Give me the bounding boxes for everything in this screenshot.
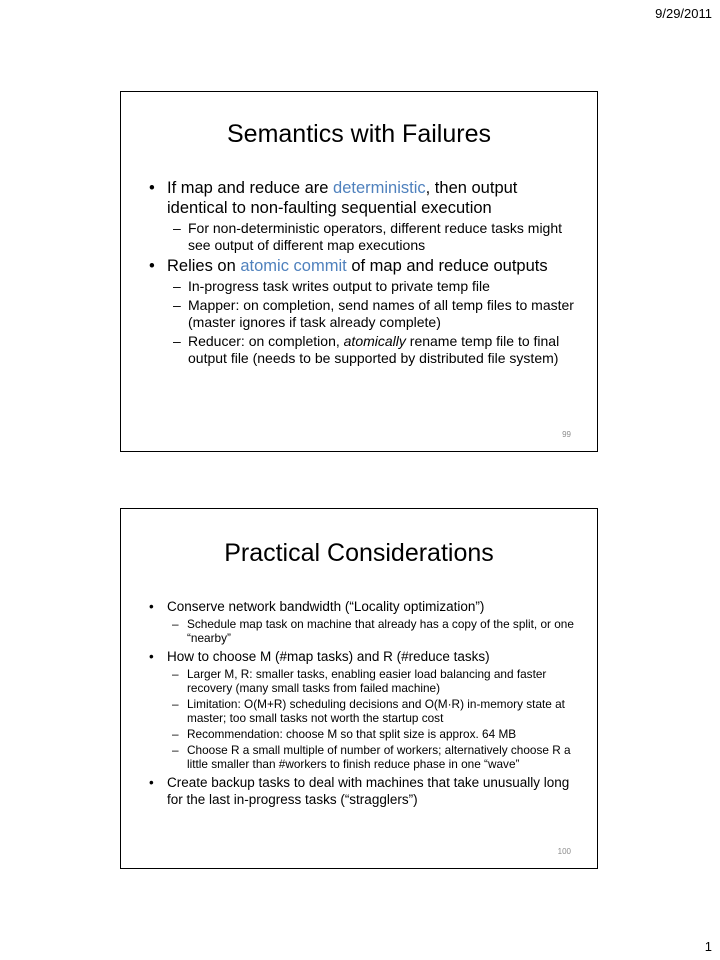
slide-title: Semantics with Failures <box>227 120 491 148</box>
page-number: 1 <box>704 939 712 954</box>
slide-practical-considerations <box>120 508 598 869</box>
bullet-text: , then output identical to non-faulting sequential execution <box>167 179 518 217</box>
bullet-text: of map and reduce outputs <box>346 257 548 275</box>
slide-semantics-with-failures <box>120 91 598 452</box>
bullet-list <box>167 595 575 808</box>
sub-bullet: – Schedule map task on machine that already has a copy of the split, or one “nearby” <box>187 617 575 645</box>
sub-bullet: – Larger M, R: smaller tasks, enabling easier load balancing and faster recovery (many small tasks from failed machine) <box>187 667 575 695</box>
slide-title: Practical Considerations <box>224 539 494 567</box>
bullet-list <box>167 176 577 367</box>
sub-bullet: – Limitation: O(M+R) scheduling decisions and O(M·R) in-memory state at master; too small tasks not worth the startup cost <box>187 697 575 725</box>
sub-bullet: – Mapper: on completion, send names of all temp files to master (master ignores if task already complete) <box>188 297 577 331</box>
highlight-term: deterministic <box>333 179 426 197</box>
bullet-text: rename temp file to final output file (needs to be supported by distributed file system) <box>188 333 560 366</box>
sub-bullet: – For non-deterministic operators, different reduce tasks might see output of different map executions <box>188 220 577 254</box>
bullet-deterministic <box>167 178 577 218</box>
slide-number: 100 <box>557 847 571 856</box>
bullet-atomic-commit <box>167 256 577 276</box>
bullet-bandwidth: • Conserve network bandwidth (“Locality optimization”) <box>167 598 575 615</box>
highlight-term: atomic commit <box>240 257 347 275</box>
bullet-text: Reducer: on completion, <box>188 333 344 349</box>
sub-bullet: – Choose R a small multiple of number of workers; alternatively choose R a little smaller than #workers to finish reduce phase in one “wave” <box>187 743 575 771</box>
print-date: 9/29/2011 <box>655 6 712 21</box>
emphasis-text: atomically <box>343 333 406 349</box>
bullet-text: If map and reduce are <box>167 179 334 197</box>
bullet-choose-m-r: • How to choose M (#map tasks) and R (#reduce tasks) <box>167 648 575 665</box>
sub-bullet: – In-progress task writes output to private temp file <box>188 278 577 295</box>
sub-bullet <box>188 333 577 367</box>
bullet-text: Relies on <box>167 257 241 275</box>
slide-number: 99 <box>562 430 571 439</box>
sub-bullet: – Recommendation: choose M so that split size is approx. 64 MB <box>187 727 575 741</box>
bullet-backup-tasks: • Create backup tasks to deal with machines that take unusually long for the last in-progress tasks (“stragglers”) <box>167 774 575 808</box>
